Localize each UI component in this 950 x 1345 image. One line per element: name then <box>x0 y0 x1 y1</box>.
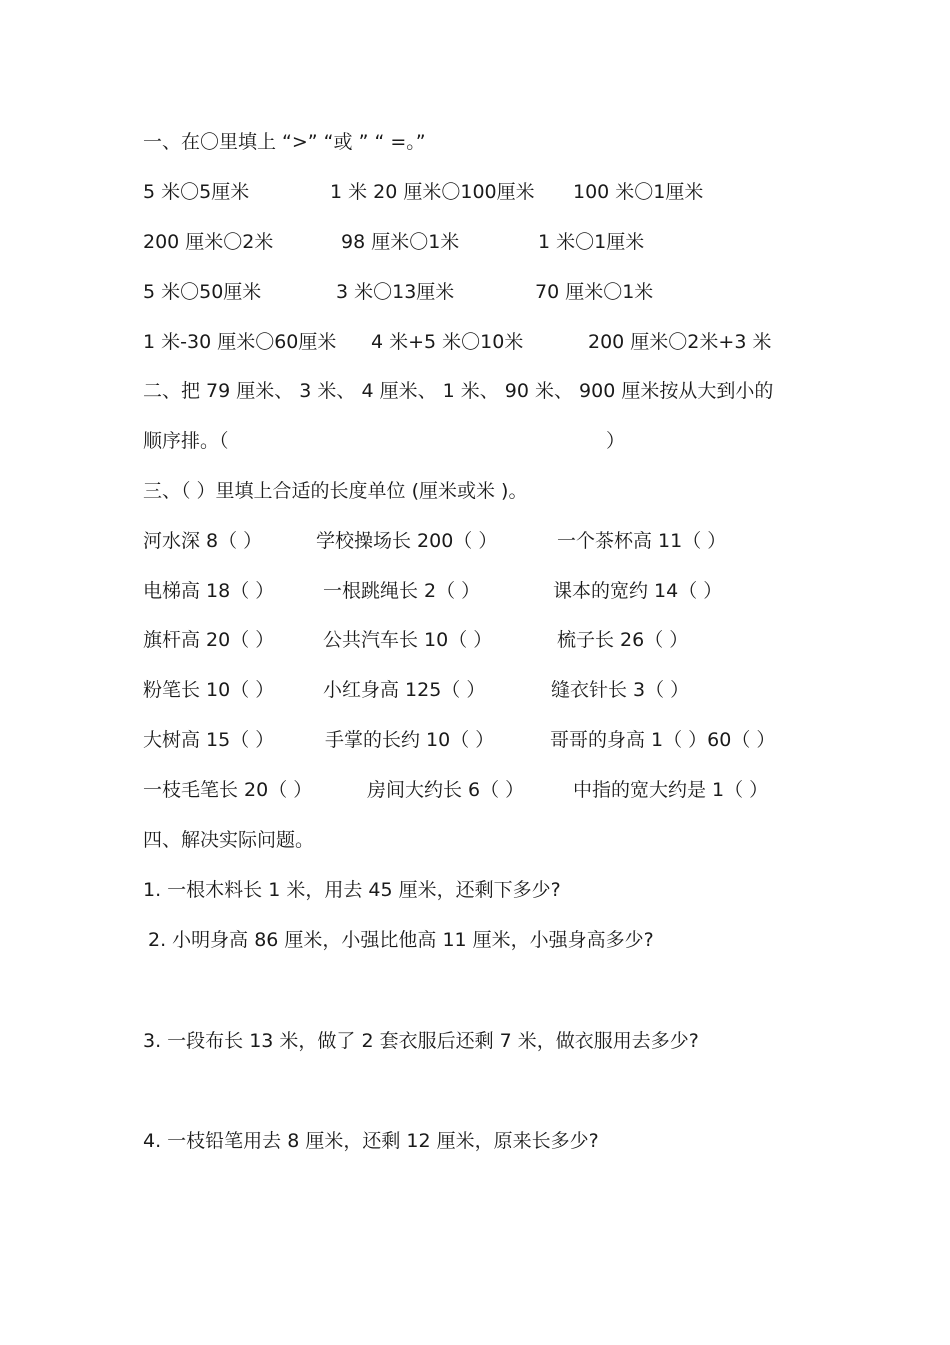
unit-item: 河水深 8（ ） <box>143 530 263 552</box>
unit-item: 旗杆高 20（ ） <box>143 629 275 651</box>
unit-row <box>0 775 950 805</box>
unit-item: 公共汽车长 10（ ） <box>323 629 493 651</box>
compare-item: 4 米+5 米〇10米 <box>371 331 524 353</box>
word-problem <box>0 1126 950 1156</box>
section-3-heading-text: 三、（ ）里填上合适的长度单位 (厘米或米 )。 <box>143 480 528 502</box>
unit-item: 房间大约长 6（ ） <box>367 779 525 801</box>
section-2-text: 顺序排。（ <box>143 430 229 452</box>
unit-item: 手掌的长约 10（ ） <box>325 729 495 751</box>
unit-row <box>0 625 950 655</box>
unit-item: 一根跳绳长 2（ ） <box>323 580 481 602</box>
unit-item: 大树高 15（ ） <box>143 729 275 751</box>
word-problem <box>0 925 950 955</box>
unit-item: 缝衣针长 3（ ） <box>551 679 690 701</box>
unit-item: 学校操场长 200（ ） <box>316 530 498 552</box>
unit-item: 中指的宽大约是 1（ ） <box>573 779 769 801</box>
word-problem <box>0 1026 950 1056</box>
unit-item: 一枝毛笔长 20（ ） <box>143 779 313 801</box>
unit-item: 课本的宽约 14（ ） <box>553 580 723 602</box>
compare-item: 200 厘米〇2米 <box>143 231 274 253</box>
compare-row <box>0 177 950 207</box>
compare-item: 200 厘米〇2米+3 米 <box>588 331 772 353</box>
section-3-heading <box>0 476 950 506</box>
compare-item: 5 米〇50厘米 <box>143 281 262 303</box>
compare-item: 1 米-30 厘米〇60厘米 <box>143 331 337 353</box>
compare-item: 3 米〇13厘米 <box>336 281 455 303</box>
word-problem-text: 1. 一根木料长 1 米，用去 45 厘米，还剩下多少? <box>143 879 561 901</box>
compare-item: 1 米 20 厘米〇100厘米 <box>330 181 535 203</box>
compare-row <box>0 227 950 257</box>
word-problem-text: 4. 一枝铅笔用去 8 厘米，还剩 12 厘米，原来长多少? <box>143 1130 599 1152</box>
section-1-heading-text: 一、在〇里填上 “>” “或 ” “ =。” <box>143 131 426 153</box>
compare-item: 70 厘米〇1米 <box>535 281 654 303</box>
word-problem-text: 3. 一段布长 13 米，做了 2 套衣服后还剩 7 米，做衣服用去多少? <box>143 1030 699 1052</box>
unit-row <box>0 576 950 606</box>
compare-item: 98 厘米〇1米 <box>341 231 460 253</box>
unit-row <box>0 675 950 705</box>
compare-item: 100 米〇1厘米 <box>573 181 704 203</box>
unit-item: 电梯高 18（ ） <box>143 580 275 602</box>
section-4-heading <box>0 825 950 855</box>
unit-item: 梳子长 26（ ） <box>557 629 689 651</box>
compare-row <box>0 327 950 357</box>
unit-item: 小红身高 125（ ） <box>323 679 486 701</box>
compare-row <box>0 277 950 307</box>
compare-item: 5 米〇5厘米 <box>143 181 250 203</box>
compare-item: 1 米〇1厘米 <box>538 231 645 253</box>
unit-item: 哥哥的身高 1（ ）60（ ） <box>550 729 776 751</box>
section-4-heading-text: 四、解决实际问题。 <box>143 829 315 851</box>
unit-row <box>0 526 950 556</box>
unit-item: 粉笔长 10（ ） <box>143 679 275 701</box>
answer-blank-close: ） <box>606 430 626 452</box>
section-2-answer-line <box>0 426 950 456</box>
unit-row <box>0 725 950 755</box>
section-2-line <box>0 376 950 406</box>
word-problem <box>0 875 950 905</box>
section-1-heading <box>0 127 950 157</box>
word-problem-text: 2. 小明身高 86 厘米，小强比他高 11 厘米，小强身高多少? <box>148 929 654 951</box>
unit-item: 一个茶杯高 11（ ） <box>557 530 727 552</box>
section-2-text: 二、把 79 厘米、 3 米、 4 厘米、 1 米、 90 米、 900 厘米按从大到小的 <box>143 380 774 402</box>
